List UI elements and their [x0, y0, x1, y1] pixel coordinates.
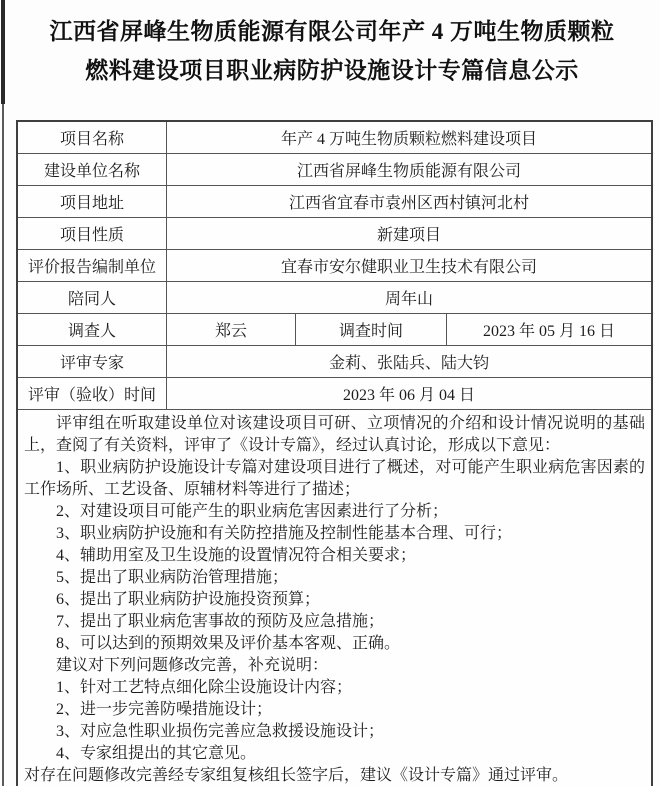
opinion-item-6: 6、提出了职业病防护设施投资预算；	[56, 591, 321, 608]
project-info-table	[16, 120, 653, 786]
table-row-project-nature	[18, 217, 651, 249]
opinion-paragraph: 评审组在听取建设单位对该建设项目可研、立项情况的介绍和设计情况说明的基础上，查阅了有关资料，评审了《设计专篇》，经过认真讨论，形成以下意见：	[24, 415, 645, 454]
row-label: 建设单位名称	[43, 163, 140, 180]
table-row-investigator	[18, 313, 651, 345]
row-value: 江西省宜春市袁州区西村镇河北村	[166, 186, 651, 217]
opinion-item-4: 4、辅助用室及卫生设施的设置情况符合相关要求；	[56, 547, 417, 564]
table-row-accompanying-person	[18, 281, 651, 313]
row-label: 项目名称	[59, 131, 124, 148]
row-value: 江西省屏峰生物质能源有限公司	[166, 154, 651, 185]
table-row-project-name	[18, 122, 651, 153]
table-row-review-date	[18, 377, 651, 409]
row-value: 年产 4 万吨生物质颗粒燃料建设项目	[166, 122, 651, 153]
row-label: 项目地址	[59, 195, 124, 212]
row-value: 金莉、张陆兵、陆大钧	[166, 346, 651, 377]
row-label: 陪同人	[67, 291, 116, 308]
table-row-report-compiler	[18, 249, 651, 281]
opinion-item-5: 5、提出了职业病防治管理措施；	[56, 569, 289, 586]
suggestion-intro: 建议对下列问题修改完善，补充说明：	[56, 657, 329, 674]
row-label-2: 调查时间	[295, 314, 446, 345]
opinion-item-7: 7、提出了职业病危害事故的预防及应急措施；	[56, 613, 385, 630]
row-label: 调查人	[67, 323, 116, 340]
scan-edge-artifact	[2, 0, 4, 786]
review-opinion-cell	[18, 409, 651, 786]
conclusion-paragraph: 对存在问题修改完善经专家组复核组长签字后，建议《设计专篇》通过评审。	[24, 767, 569, 784]
opinion-item-8: 8、可以达到的预期效果及评价基本客观、正确。	[56, 635, 401, 652]
row-value: 2023 年 06 月 04 日	[166, 378, 651, 409]
opinion-item-2: 2、对建设项目可能产生的职业病危害因素进行了分析；	[56, 503, 449, 520]
suggestion-item-2: 2、进一步完善防噪措施设计；	[56, 701, 273, 718]
document-title-line-2: 燃料建设项目职业病防护设施设计专篇信息公示	[85, 58, 579, 83]
row-label: 评审（验收）时间	[27, 387, 156, 404]
row-value: 郑云	[166, 314, 295, 345]
row-value-2: 2023 年 05 月 16 日	[446, 314, 651, 345]
document-title	[28, 12, 636, 90]
suggestion-item-1: 1、针对工艺特点细化除尘设施设计内容；	[56, 679, 353, 696]
scan-edge-top-artifact	[1, 0, 5, 104]
table-row-review-experts	[18, 345, 651, 377]
row-value: 周年山	[166, 282, 651, 313]
row-value: 新建项目	[166, 218, 651, 249]
table-row-construction-unit	[18, 153, 651, 185]
opinion-item-3: 3、职业病防护设施和有关防控措施及控制性能基本合理、可行；	[56, 525, 513, 542]
row-label: 评价报告编制单位	[27, 259, 156, 276]
row-label: 评审专家	[59, 355, 124, 372]
document-title-line-1: 江西省屏峰生物质能源有限公司年产 4 万吨生物质颗粒	[49, 19, 615, 44]
suggestion-item-3: 3、对应急性职业损伤完善应急救援设施设计；	[56, 723, 385, 740]
suggestion-item-4: 4、专家组提出的其它意见。	[56, 745, 257, 762]
row-label: 项目性质	[59, 227, 124, 244]
row-value: 宜春市安尔健职业卫生技术有限公司	[166, 250, 651, 281]
opinion-item-1: 1、职业病防护设施设计专篇对建设项目进行了概述，对可能产生职业病危害因素的工作场所、工艺设备、原辅材料等进行了描述；	[24, 459, 645, 498]
table-row-project-address	[18, 185, 651, 217]
